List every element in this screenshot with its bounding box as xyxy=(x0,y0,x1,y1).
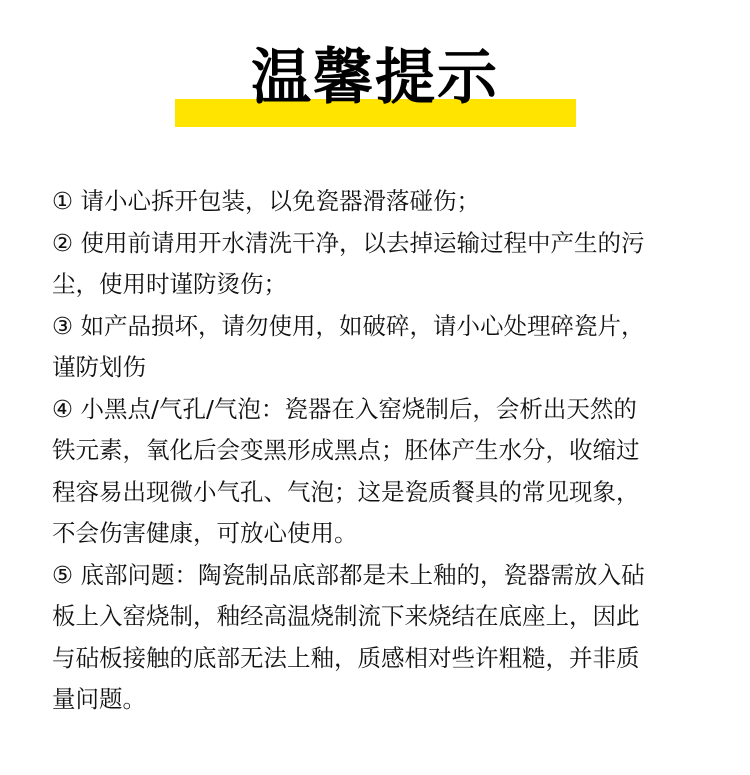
note-line: ② 使用前请用开水清洗干净，以去掉运输过程中产生的污 xyxy=(52,228,645,257)
note-item-3 xyxy=(52,306,702,389)
note-item-1 xyxy=(52,181,702,223)
note-item-5 xyxy=(52,555,702,721)
note-line: ⑤ 底部问题：陶瓷制品底部都是未上釉的，瓷器需放入砧 xyxy=(52,560,645,589)
note-line: 铁元素，氧化后会变黑形成黑点；胚体产生水分，收缩过 xyxy=(52,436,640,464)
title-section xyxy=(0,0,750,140)
note-line: 量问题。 xyxy=(52,685,146,713)
note-line: 板上入窑烧制，釉经高温烧制流下来烧结在底座上，因此 xyxy=(52,602,640,630)
note-line: ④ 小黑点/气孔/气泡：瓷器在入窑烧制后，会析出天然的 xyxy=(52,394,637,423)
note-line: 尘，使用时谨防烫伤； xyxy=(52,270,287,298)
page-title: 温馨提示 xyxy=(251,43,499,113)
note-line: ① 请小心拆开包装，以免瓷器滑落碰伤； xyxy=(52,187,481,215)
note-line: 不会伤害健康，可放心使用。 xyxy=(52,519,358,547)
note-item-2 xyxy=(52,223,702,306)
note-line: 程容易出现微小气孔、气泡；这是瓷质餐具的常见现象， xyxy=(52,477,640,506)
note-line: 谨防划伤 xyxy=(52,353,146,381)
note-item-4 xyxy=(52,389,702,555)
note-line: ③ 如产品损坏，请勿使用，如破碎，请小心处理碎瓷片， xyxy=(52,311,645,340)
note-line: 与砧板接触的底部无法上釉，质感相对些许粗糙，并非质 xyxy=(52,643,640,672)
notes-list xyxy=(52,181,702,721)
